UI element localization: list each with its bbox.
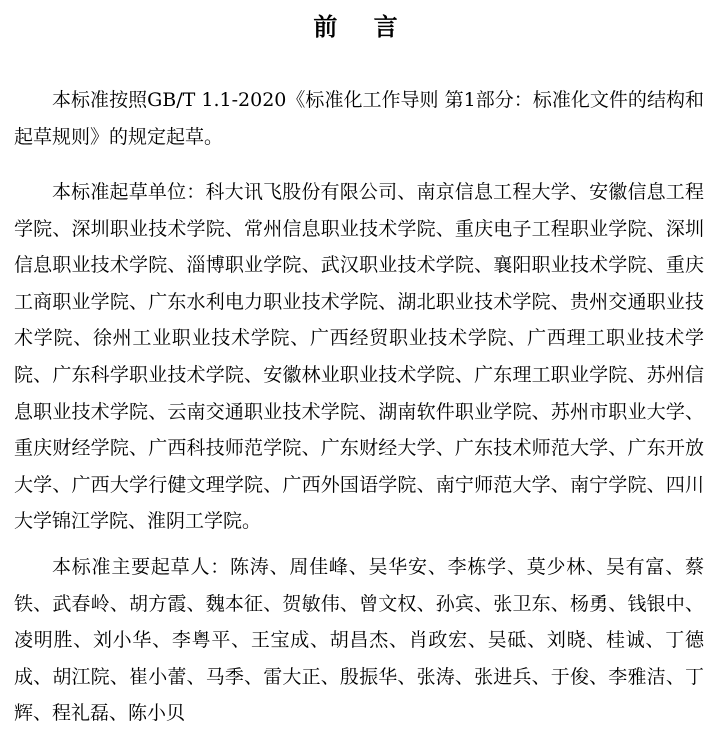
page-title: 前 言 xyxy=(313,13,412,41)
paragraph-drafting-rules: 本标准按照GB/T 1.1-2020《标准化工作导则 第1部分：标准化文件的结构和起草规则》的规定起草。 xyxy=(14,89,704,148)
paragraph-main-drafters: 本标准主要起草人：陈涛、周佳峰、吴华安、李栋学、莫少林、吴有富、蔡铁、武春岭、胡方霞、魏本征、贺敏伟、曾文权、孙宾、张卫东、杨勇、钱银中、凌明胜、刘小华、李粤平、王宝成、胡昌杰、肖政宏、吴砥、刘晓、桂诚、丁德成、胡江院、崔小蕾、马季、雷大正、殷振华、张涛、张进兵、于俊、李雅洁、丁辉、程礼磊、陈小贝 xyxy=(14,556,704,725)
paragraph-drafting-units: 本标准起草单位：科大讯飞股份有限公司、南京信息工程大学、安徽信息工程学院、深圳职业技术学院、常州信息职业技术学院、重庆电子工程职业学院、深圳信息职业技术学院、淄博职业学院、武汉职业技术学院、襄阳职业技术学院、重庆工商职业学院、广东水利电力职业技术学院、湖北职业技术学院、贵州交通职业技术学院、徐州工业职业技术学院、广西经贸职业技术学院、广西理工职业技术学院、广东科学职业技术学院、安徽林业职业技术学院、广东理工职业学院、苏州信息职业技术学院、云南交通职业技术学院、湖南软件职业学院、苏州市职业大学、重庆财经学院、广西科技师范学院、广东财经大学、广东技术师范大学、广东开放大学、广西大学行健文理学院、广西外国语学院、南宁师范大学、南宁学院、四川大学锦江学院、淮阴工学院。 xyxy=(14,181,704,533)
